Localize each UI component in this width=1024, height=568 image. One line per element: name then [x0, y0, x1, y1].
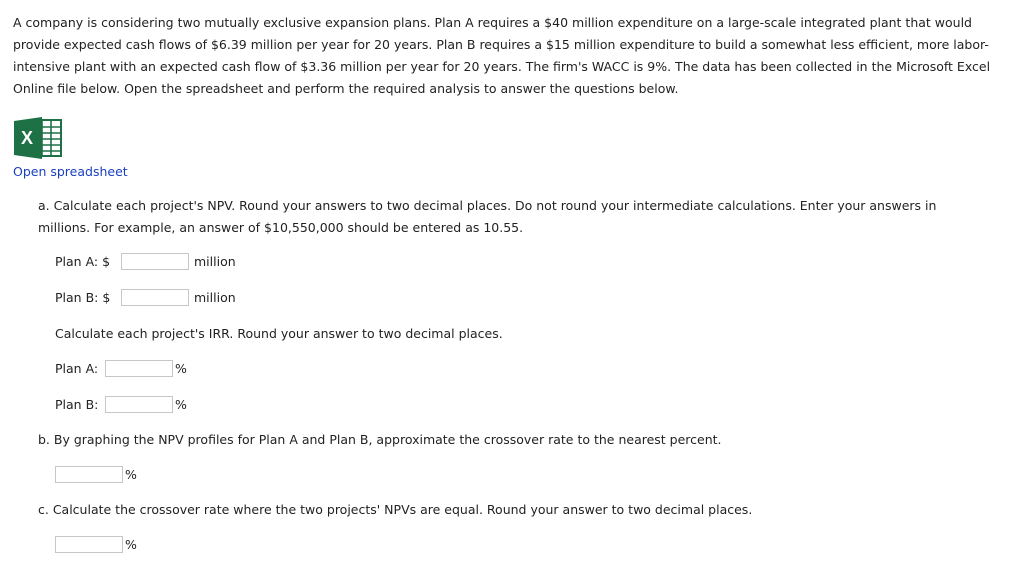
irr-plan-b-input[interactable] [105, 396, 173, 413]
npv-plan-b-input[interactable] [121, 289, 189, 306]
part-a-question [38, 195, 958, 239]
irr-plan-a-input[interactable] [105, 360, 173, 377]
open-spreadsheet-link[interactable]: Open spreadsheet [13, 164, 128, 179]
irr-plan-b-unit: % [175, 397, 187, 412]
crossover-exact-input[interactable] [55, 536, 123, 553]
part-b-row [55, 466, 137, 483]
npv-plan-a-row [55, 253, 236, 270]
crossover-approx-input[interactable] [55, 466, 123, 483]
part-c-row [55, 536, 137, 553]
irr-plan-a-row [55, 360, 187, 377]
irr-plan-a-unit: % [175, 361, 187, 376]
irr-plan-a-label: Plan A: [55, 361, 99, 376]
irr-plan-b-row [55, 396, 187, 413]
excel-icon-letter: X [20, 128, 34, 148]
part-a-prefix: a. [38, 198, 54, 213]
npv-plan-b-unit: million [194, 290, 236, 305]
part-a-question-text: Calculate each project's NPV. Round your answers to two decimal places. Do not round your intermediate calculations. Enter your answers in millions. For example, an answer of $10,550,000 should be entered as 10.55. [38, 198, 937, 235]
npv-plan-a-label: Plan A: $ [55, 254, 111, 269]
crossover-approx-unit: % [125, 467, 137, 482]
npv-plan-b-label: Plan B: $ [55, 290, 111, 305]
npv-plan-a-unit: million [194, 254, 236, 269]
part-c-question: c. Calculate the crossover rate where the two projects' NPVs are equal. Round your answer to two decimal places. [38, 502, 753, 517]
problem-statement: A company is considering two mutually exclusive expansion plans. Plan A requires a $40 million expenditure on a large-scale integrated plant that would provide expected cash flows of $6.39 million per year for 20 years. Plan B requires a $15 million expenditure to build a somewhat less efficient, more labor-intensive plant with an expected cash flow of $3.36 million per year for 20 years. The firm's WACC is 9%. The data has been collected in the Microsoft Excel Online file below. Open the spreadsheet and perform the required analysis to answer the questions below. [13, 15, 991, 96]
part-b-question: b. By graphing the NPV profiles for Plan A and Plan B, approximate the crossover rate to the nearest percent. [38, 432, 722, 447]
crossover-exact-unit: % [125, 537, 137, 552]
excel-icon[interactable] [14, 117, 62, 159]
irr-plan-b-label: Plan B: [55, 397, 99, 412]
irr-question: Calculate each project's IRR. Round your answer to two decimal places. [55, 326, 503, 341]
npv-plan-a-input[interactable] [121, 253, 189, 270]
npv-plan-b-row [55, 289, 236, 306]
